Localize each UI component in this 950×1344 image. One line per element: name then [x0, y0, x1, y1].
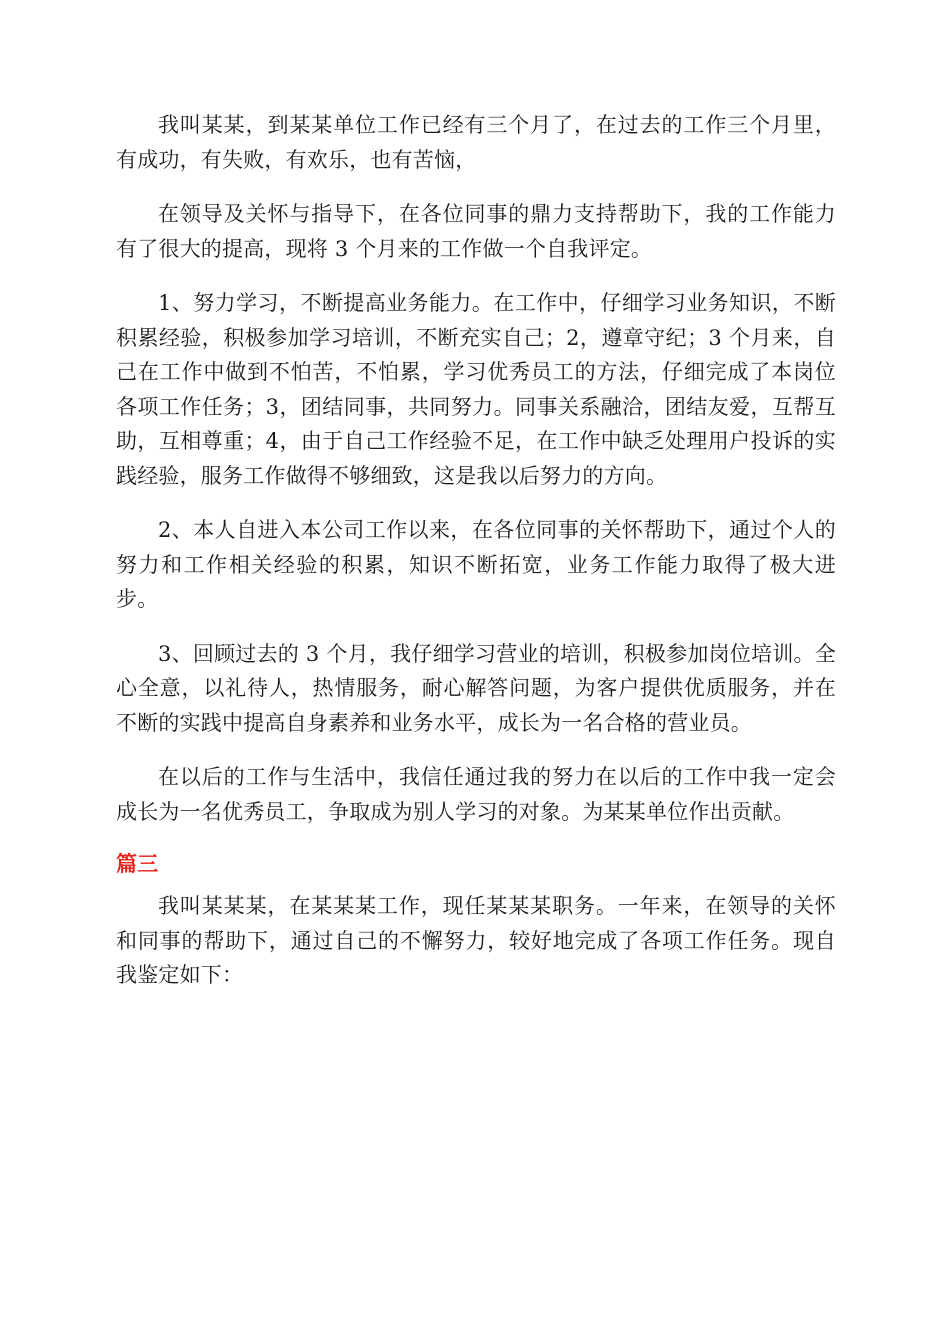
paragraph-point-1: 1、努力学习，不断提高业务能力。在工作中，仔细学习业务知识，不断积累经验，积极参加学习培训，不断充实自己；2，遵章守纪；3 个月来，自己在工作中做到不怕苦，不怕累，学习优秀员工的方法，仔细完成了本岗位各项工作任务；3，团结同事，共同努力。同事关系融洽，团结友爱，互帮互助，互相尊重；4，由于自己工作经验不足，在工作中缺乏处理用户投诉的实践经验，服务工作做得不够细致，这是我以后努力的方向。: [116, 291, 836, 488]
paragraph-point-3: 3、回顾过去的 3 个月，我仔细学习营业的培训，积极参加岗位培训。全心全意，以礼待人，热情服务，耐心解答问题，为客户提供优质服务，并在不断的实践中提高自身素养和业务水平，成长为一名合格的营业员。: [116, 641, 836, 735]
paragraph-intro: 我叫某某，到某某单位工作已经有三个月了，在过去的工作三个月里，有成功，有失败，有欢乐，也有苦恼，: [116, 113, 836, 172]
document-page: [116, 108, 836, 1013]
paragraph-point-2: 2、本人自进入本公司工作以来，在各位同事的关怀帮助下，通过个人的努力和工作相关经验的积累，知识不断拓宽，业务工作能力取得了极大进步。: [116, 518, 836, 611]
paragraph-appraisal-intro: 在领导及关怀与指导下，在各位同事的鼎力支持帮助下，我的工作能力有了很大的提高，现将 3 个月来的工作做一个自我评定。: [116, 202, 836, 261]
section-heading: 篇三: [116, 852, 159, 876]
paragraph-conclusion: 在以后的工作与生活中，我信任通过我的努力在以后的工作中我一定会成长为一名优秀员工，争取成为别人学习的对象。为某某单位作出贡献。: [116, 765, 836, 824]
paragraph-section-three-intro: 我叫某某某，在某某某工作，现任某某某职务。一年来，在领导的关怀和同事的帮助下，通过自己的不懈努力，较好地完成了各项工作任务。现自我鉴定如下：: [116, 894, 836, 987]
